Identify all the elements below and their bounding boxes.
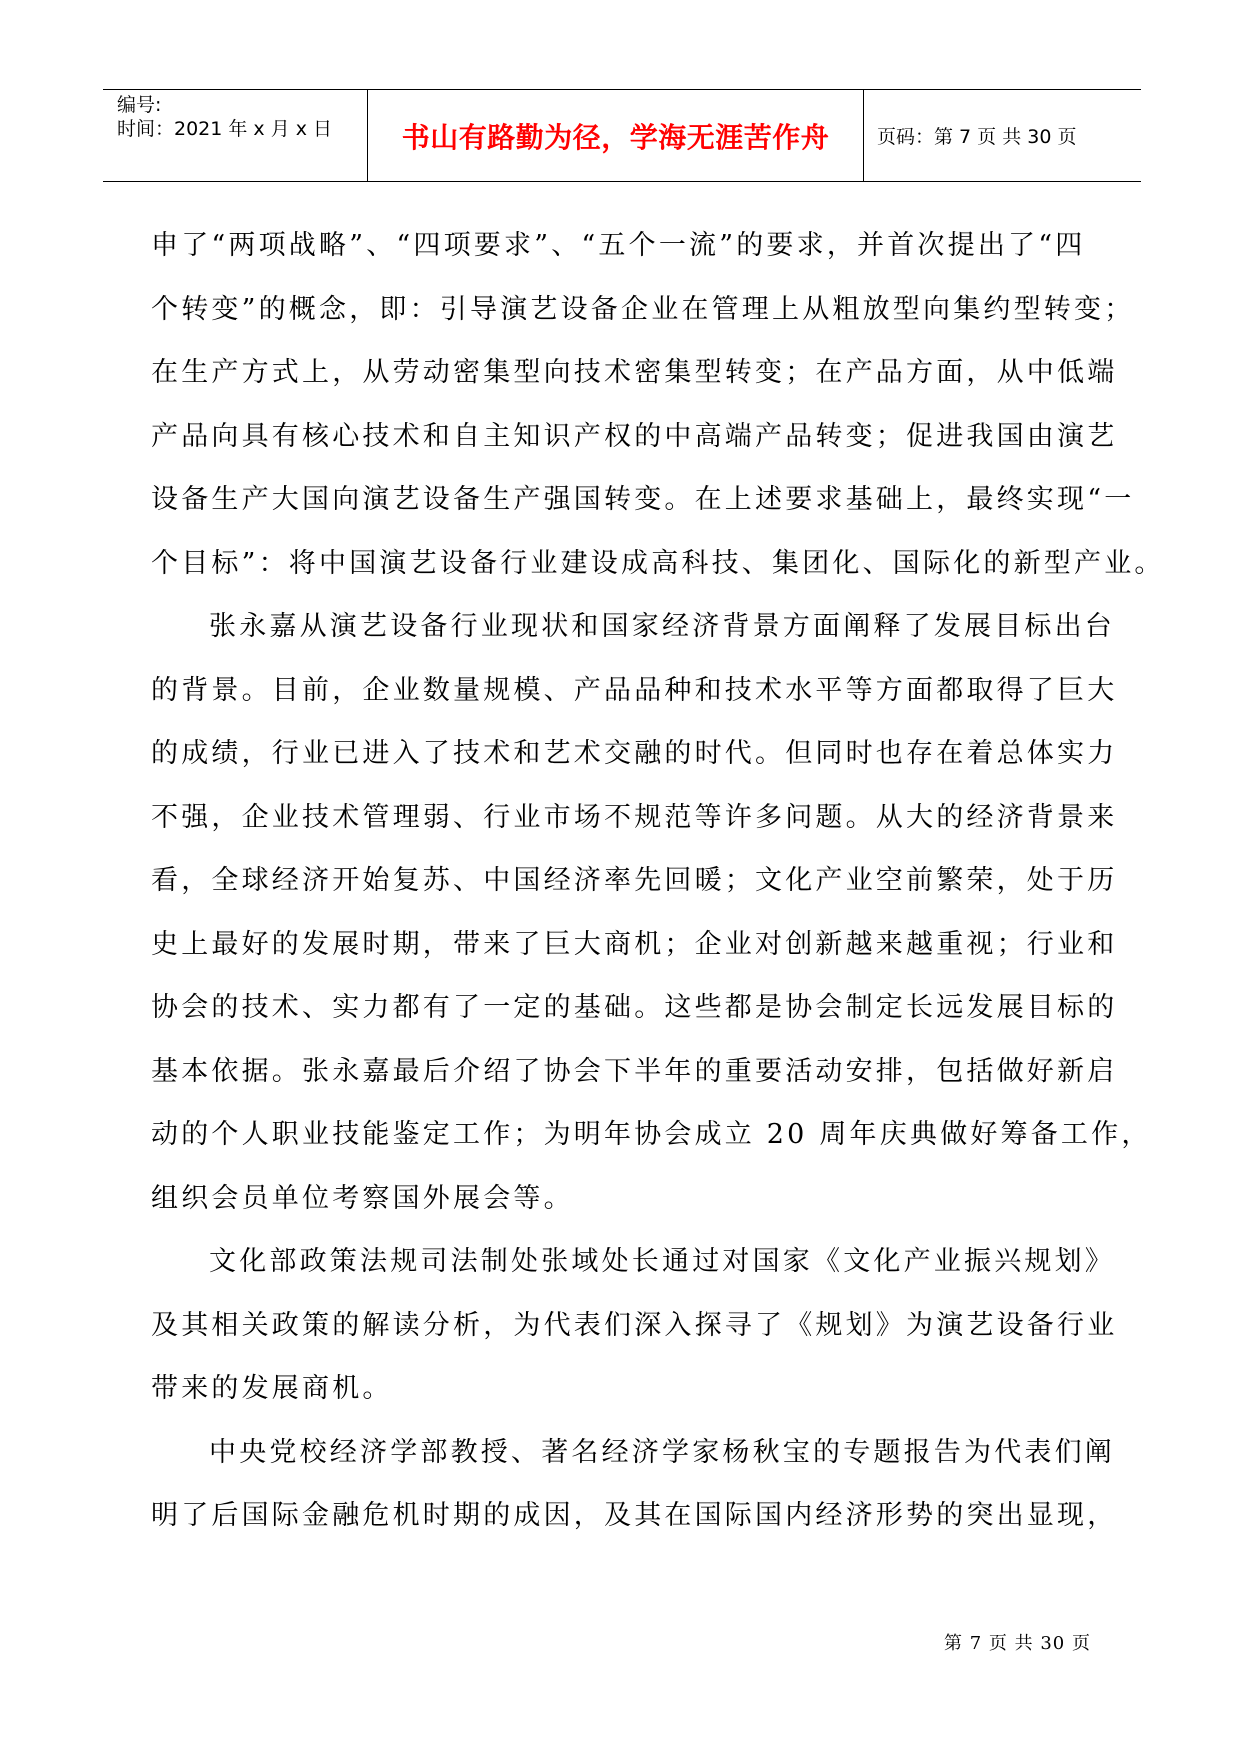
- body-line: 在生产方式上，从劳动密集型向技术密集型转变；在产品方面，从中低端: [151, 357, 1118, 388]
- body-line: 个转变”的概念，即：引导演艺设备企业在管理上从粗放型向集约型转变；: [151, 293, 1135, 325]
- body-line: 史上最好的发展时期，带来了巨大商机；企业对创新越来越重视；行业和: [151, 928, 1118, 960]
- body-line: 个目标”：将中国演艺设备行业建设成高科技、集团化、国际化的新型产业。: [151, 547, 1165, 579]
- body-line: 明了后国际金融危机时期的成因，及其在国际国内经济形势的突出显现，: [151, 1500, 1118, 1531]
- body-line: 看，全球经济开始复苏、中国经济率先回暖；文化产业空前繁荣，处于历: [151, 865, 1118, 896]
- body-line: 组织会员单位考察国外展会等。: [151, 1182, 574, 1214]
- document-number-label: 编号:: [117, 94, 162, 116]
- header-meta-cell: [103, 90, 368, 181]
- document-header: [103, 89, 1141, 182]
- body-line: 及其相关政策的解读分析，为代表们深入探寻了《规划》为演艺设备行业: [151, 1309, 1118, 1341]
- body-line: 带来的发展商机。: [151, 1373, 393, 1404]
- document-body: [151, 214, 1165, 1548]
- body-line: 的背景。目前，企业数量规模、产品品种和技术水平等方面都取得了巨大: [151, 674, 1118, 706]
- body-line: 协会的技术、实力都有了一定的基础。这些都是协会制定长远发展目标的: [151, 992, 1118, 1023]
- page-footer: 第 7 页 共 30 页: [944, 1633, 1091, 1654]
- body-line: 申了“两项战略”、“四项要求”、“五个一流”的要求，并首次提出了“四: [151, 230, 1086, 261]
- paragraph-start-line: 文化部政策法规司法制处张域处长通过对国家《文化产业振兴规划》: [209, 1246, 1115, 1277]
- paragraph-start-line: 张永嘉从演艺设备行业现状和国家经济背景方面阐释了发展目标出台: [209, 611, 1115, 642]
- header-page-cell: [864, 90, 1141, 181]
- body-line: 动的个人职业技能鉴定工作；为明年协会成立 20 周年庆典做好筹备工作，: [151, 1119, 1152, 1150]
- body-line: 不强，企业技术管理弱、行业市场不规范等许多问题。从大的经济背景来: [151, 801, 1118, 833]
- document-time-label: 时间：2021 年 x 月 x 日: [117, 118, 333, 140]
- header-page-number: 页码：第 7 页 共 30 页: [877, 126, 1077, 148]
- header-motto: 书山有路勤为径，学海无涯苦作舟: [401, 120, 830, 154]
- body-line: 基本依据。张永嘉最后介绍了协会下半年的重要活动安排，包括做好新启: [151, 1055, 1118, 1087]
- header-motto-cell: [368, 90, 864, 181]
- body-line: 设备生产大国向演艺设备生产强国转变。在上述要求基础上，最终实现“一: [151, 484, 1135, 515]
- body-line: 产品向具有核心技术和自主知识产权的中高端产品转变；促进我国由演艺: [151, 420, 1118, 452]
- paragraph-start-line: 中央党校经济学部教授、著名经济学家杨秋宝的专题报告为代表们阐: [209, 1436, 1115, 1468]
- body-line: 的成绩，行业已进入了技术和艺术交融的时代。但同时也存在着总体实力: [151, 738, 1118, 769]
